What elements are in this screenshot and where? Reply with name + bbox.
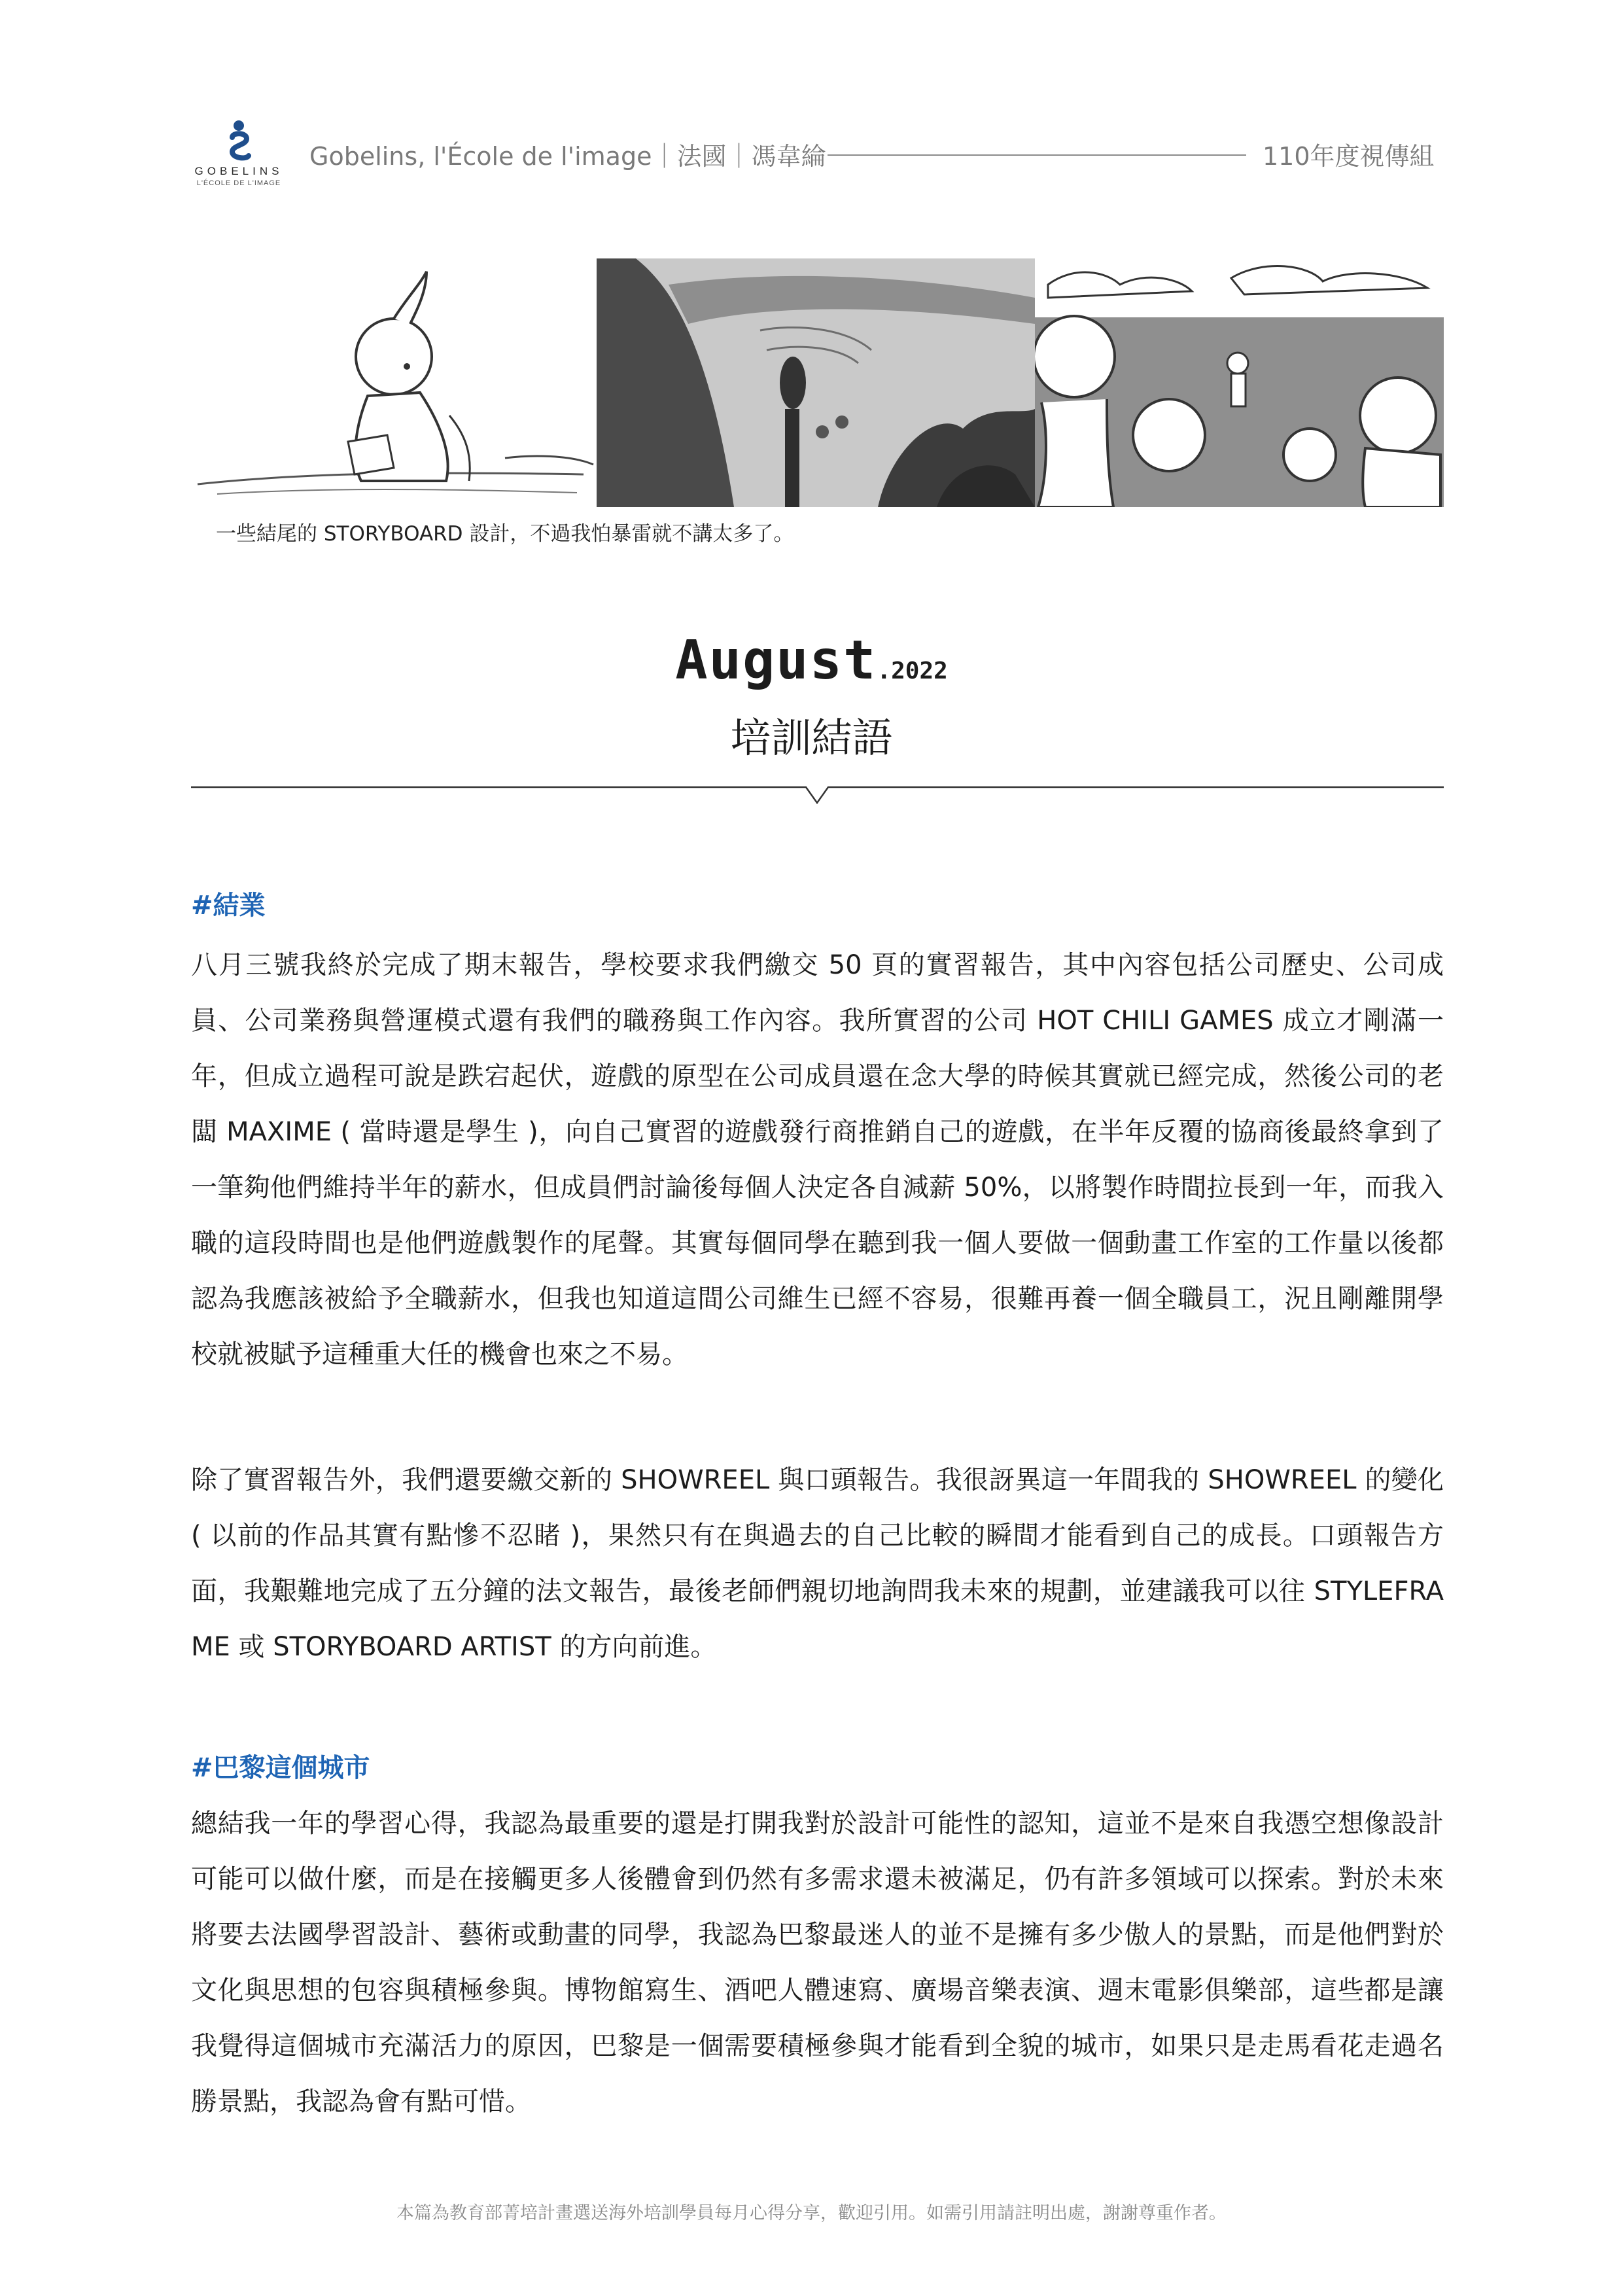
header-year-group: 110年度視傳組 (1263, 142, 1435, 171)
month-label: August (675, 629, 877, 692)
section-heading-graduation: #結業 (191, 891, 266, 921)
storyboard-panel-crowd (1035, 258, 1444, 507)
title-divider (191, 782, 1444, 815)
header-title: Gobelins, l'École de l'image｜法國｜馮韋綸 (309, 142, 826, 171)
paragraph-paris: 總結我一年的學習心得，我認為最重要的還是打開我對於設計可能性的認知，這並不是來自我憑空想像設計可能可以做什麼，而是在接觸更多人後體會到仍然有多需求還未被滿足，仍有許多領域可以探索。對於未來將要去法國學習設計、藝術或動畫的同學，我認為巴黎最迷人的並不是擁有多少傲人的景點，而是他們對於文化與思想的包容與積極參與。博物館寫生、酒吧人體速寫、廣場音樂表演、週末電影俱樂部，這些都是讓我覺得這個城市充滿活力的原因，巴黎是一個需要積極參與才能看到全貌的城市，如果只是走馬看花走過名勝景點，我認為會有點可惜。 (191, 1809, 1444, 2117)
month-heading (0, 629, 1623, 692)
gobelins-logo (186, 118, 291, 190)
logo-subtitle: L'ÉCOLE DE L'IMAGE (196, 179, 281, 187)
logo-wordmark: GOBELINS (194, 165, 283, 177)
footer-note: 本篇為教育部菁培計畫選送海外培訓學員每月心得分享，歡迎引用。如需引用請註明出處，謝謝尊重作者。 (396, 2203, 1227, 2223)
header-rule (828, 154, 1246, 156)
gobelins-logo-icon (186, 118, 291, 164)
storyboard-panel-character (191, 258, 597, 507)
storyboard-panel-ship (597, 258, 1035, 507)
storyboard-caption: 一些結尾的 STORYBOARD 設計，不過我怕暴雷就不講太多了。 (216, 522, 794, 546)
paragraph-graduation-report: 八月三號我終於完成了期末報告，學校要求我們繳交 50 頁的實習報告，其中內容包括公司歷史、公司成員、公司業務與營運模式還有我們的職務與工作內容。我所實習的公司 HOT CHILI GAMES 成立才剛滿一年，但成立過程可說是跌宕起伏，遊戲的原型在公司成員還在念大學的時候其實就已經完成，然後公司的老闆 MAXIME ( 當時還是學生 )，向自己實習的遊戲發行商推銷自己的遊戲，在半年反覆的協商後最終拿到了一筆夠他們維持半年的薪水，但成員們討論後每個人決定各自減薪 50%，以將製作時間拉長到一年，而我入職的這段時間也是他們遊戲製作的尾聲。其實每個同學在聽到我一個人要做一個動畫工作室的工作量以後都認為我應該被給予全職薪水，但我也知道這間公司維生已經不容易，很難再養一個全職員工，況且剛離開學校就被賦予這種重大任的機會也來之不易。 (191, 950, 1444, 1369)
paragraph-showreel: 除了實習報告外，我們還要繳交新的 SHOWREEL 與口頭報告。我很訝異這一年間我的 SHOWREEL 的變化 ( 以前的作品其實有點慘不忍睹 )，果然只有在與過去的自己比較的瞬間才能看到自己的成長。口頭報告方面，我艱難地完成了五分鐘的法文報告，最後老師們親切地詢問我未來的規劃，並建議我可以往 STYLEFRAME 或 STORYBOARD ARTIST 的方向前進。 (191, 1465, 1444, 1662)
year-label: .2022 (877, 658, 948, 684)
section-heading-paris: #巴黎這個城市 (191, 1753, 370, 1783)
page-title: 培訓結語 (730, 714, 893, 762)
